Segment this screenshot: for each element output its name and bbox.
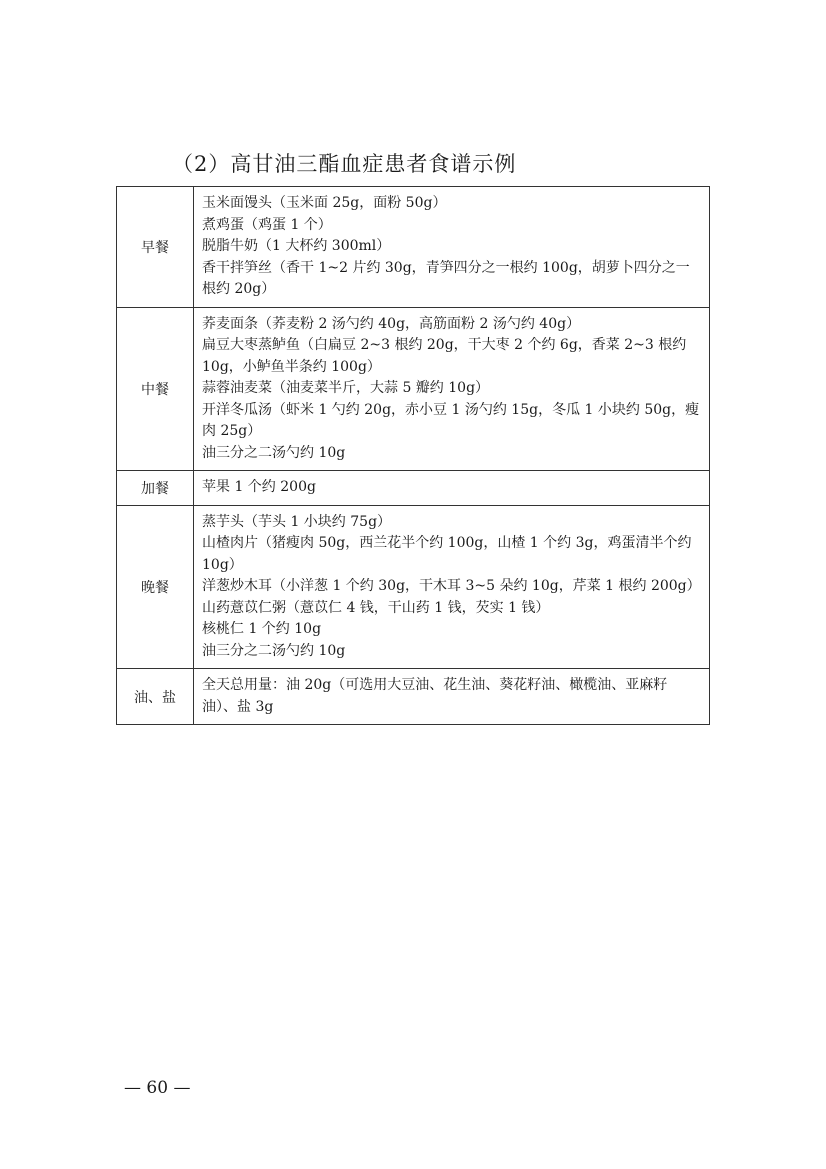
meal-items bbox=[194, 505, 710, 669]
dish-line: 蒜蓉油麦菜（油麦菜半斤，大蒜 5 瓣约 10g） bbox=[202, 380, 490, 396]
table-row bbox=[117, 505, 710, 669]
dish-line: 蒸芋头（芋头 1 小块约 75g） bbox=[202, 513, 392, 530]
recipe-table bbox=[116, 186, 710, 725]
meal-items bbox=[194, 307, 710, 471]
dish-line: 全天总用量：油 20g（可选用大豆油、花生油、葵花籽油、橄榄油、亚麻籽油）、盐 3g bbox=[202, 677, 668, 715]
meal-label: 晚餐 bbox=[117, 505, 194, 669]
dish-line: 荞麦面条（荞麦粉 2 汤勺约 40g，高筋面粉 2 汤勺约 40g） bbox=[202, 315, 581, 332]
dish-line: 洋葱炒木耳（小洋葱 1 个约 30g，干木耳 3~5 朵约 10g，芹菜 1 根约 200g） bbox=[202, 578, 701, 594]
dish-line: 油三分之二汤勺约 10g bbox=[202, 444, 346, 461]
meal-items bbox=[194, 471, 710, 506]
dish-line: 香干拌笋丝（香干 1~2 片约 30g，青笋四分之一根约 100g，胡萝卜四分之一根约 20g） bbox=[202, 259, 690, 297]
dish-line: 山药薏苡仁粥（薏苡仁 4 钱，干山药 1 钱，芡实 1 钱） bbox=[202, 599, 550, 616]
dish-line: 油三分之二汤勺约 10g bbox=[202, 642, 346, 659]
recipe-title: （2）高甘油三酯血症患者食谱示例 bbox=[172, 152, 517, 176]
page-number: — 60 — bbox=[124, 1078, 191, 1098]
meal-items bbox=[194, 187, 710, 308]
dish-line: 山楂肉片（猪瘦肉 50g，西兰花半个约 100g，山楂 1 个约 3g，鸡蛋清半个约 10g） bbox=[202, 535, 692, 573]
meal-label: 加餐 bbox=[117, 471, 194, 506]
recipe-table-body bbox=[117, 187, 710, 725]
meal-label: 中餐 bbox=[117, 307, 194, 471]
dish-line: 开洋冬瓜汤（虾米 1 勺约 20g，赤小豆 1 汤勺约 15g，冬瓜 1 小块约 50g，瘦肉 25g） bbox=[202, 401, 700, 439]
dish-line: 苹果 1 个约 200g bbox=[202, 479, 316, 495]
table-row bbox=[117, 187, 710, 308]
meal-items bbox=[194, 669, 710, 725]
dish-line: 煮鸡蛋（鸡蛋 1 个） bbox=[202, 216, 332, 233]
dish-line: 脱脂牛奶（1 大杯约 300ml） bbox=[202, 238, 391, 254]
table-row bbox=[117, 307, 710, 471]
meal-label: 油、盐 bbox=[117, 669, 194, 725]
table-row bbox=[117, 669, 710, 725]
meal-label: 早餐 bbox=[117, 187, 194, 308]
dish-line: 核桃仁 1 个约 10g bbox=[202, 621, 322, 637]
dish-line: 玉米面馒头（玉米面 25g，面粉 50g） bbox=[202, 195, 447, 211]
dish-line: 扁豆大枣蒸鲈鱼（白扁豆 2~3 根约 20g，干大枣 2 个约 6g，香菜 2~3 根约 10g，小鲈鱼半条约 100g） bbox=[202, 337, 687, 375]
table-row bbox=[117, 471, 710, 506]
